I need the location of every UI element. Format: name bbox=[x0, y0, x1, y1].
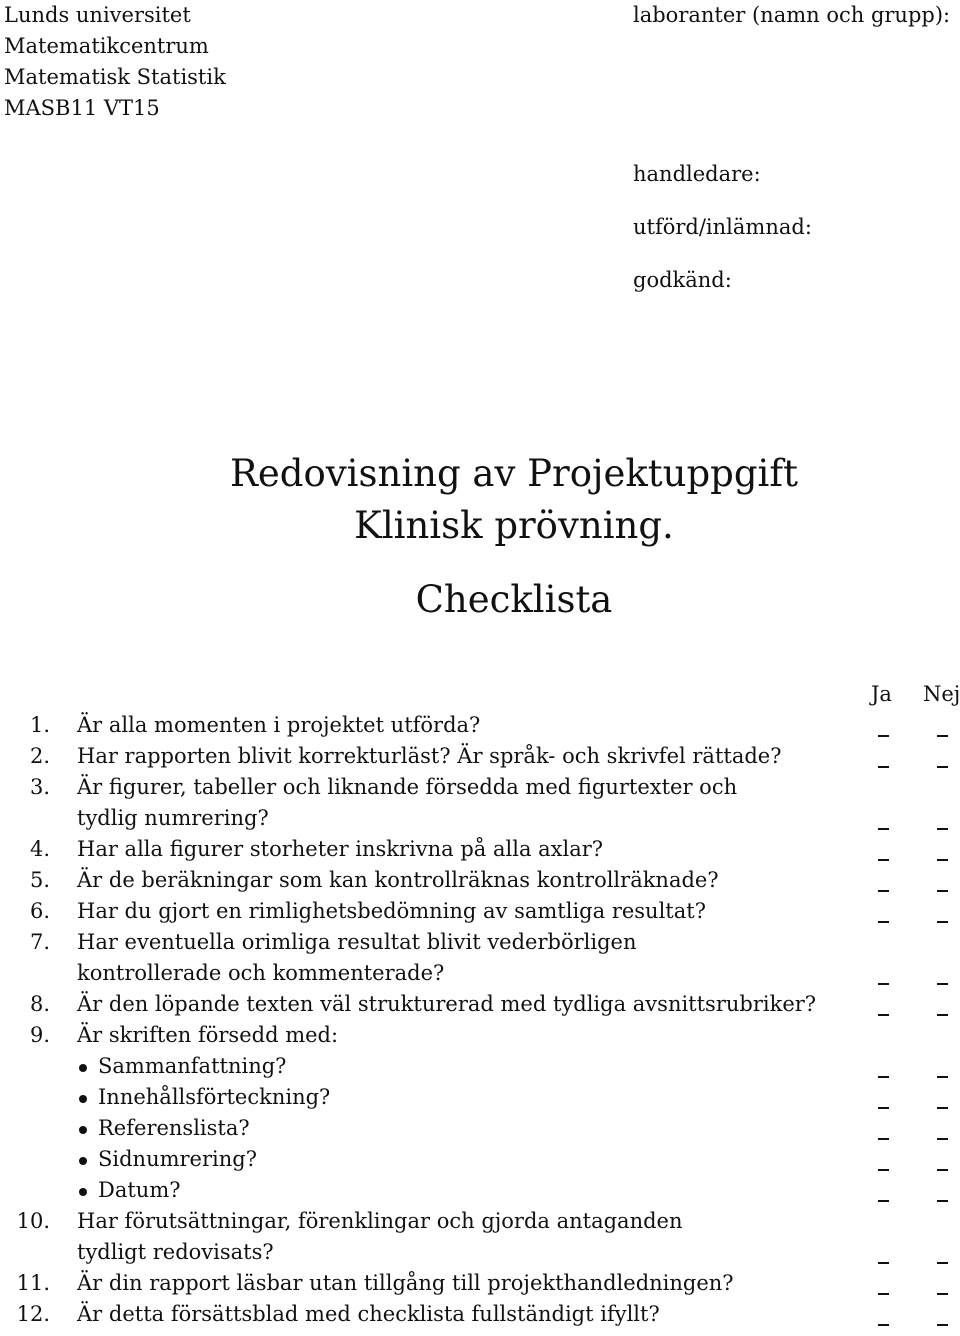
item-number: 6. bbox=[29, 899, 50, 923]
item-text: Har förutsättningar, förenklingar och gjorda antaganden bbox=[77, 1209, 683, 1233]
item-text: tydlig numrering? bbox=[77, 806, 269, 830]
no-blank[interactable] bbox=[937, 859, 948, 861]
no-blank[interactable] bbox=[937, 1293, 948, 1295]
item-number: 1. bbox=[29, 713, 50, 737]
bullet-icon bbox=[79, 1126, 87, 1134]
item-text: Har eventuella orimliga resultat blivit vederbörligen bbox=[77, 930, 637, 954]
column-no-heading: Nej bbox=[923, 682, 960, 706]
yes-blank[interactable] bbox=[878, 1138, 889, 1140]
item-text: Är detta försättsblad med checklista fullständigt ifyllt? bbox=[77, 1302, 660, 1326]
checklist-item bbox=[0, 1206, 960, 1237]
item-text: tydligt redovisats? bbox=[77, 1240, 274, 1264]
no-blank[interactable] bbox=[937, 1138, 948, 1140]
item-text: Är din rapport läsbar utan tillgång till projekthandledningen? bbox=[77, 1271, 734, 1295]
checklist-item bbox=[0, 865, 960, 896]
item-number: 10. bbox=[16, 1209, 50, 1233]
institution-line: Matematikcentrum bbox=[4, 34, 209, 58]
bullet-icon bbox=[79, 1064, 87, 1072]
yes-blank[interactable] bbox=[878, 1076, 889, 1078]
bullet-item bbox=[0, 1051, 960, 1082]
item-number: 4. bbox=[29, 837, 50, 861]
item-number: 2. bbox=[29, 744, 50, 768]
item-number: 5. bbox=[29, 868, 50, 892]
checklist-item bbox=[0, 710, 960, 741]
item-text: Är skriften försedd med: bbox=[77, 1023, 339, 1047]
item-number: 7. bbox=[29, 930, 50, 954]
supervisor-label: handledare: bbox=[633, 162, 761, 186]
yes-blank[interactable] bbox=[878, 1200, 889, 1202]
item-number: 12. bbox=[16, 1302, 50, 1326]
bullet-text: Referenslista? bbox=[98, 1116, 250, 1140]
bullet-item bbox=[0, 1082, 960, 1113]
column-yes-heading: Ja bbox=[871, 682, 892, 706]
yes-blank[interactable] bbox=[878, 890, 889, 892]
bullet-text: Innehållsförteckning? bbox=[98, 1085, 331, 1109]
yes-blank[interactable] bbox=[878, 1169, 889, 1171]
bullet-text: Datum? bbox=[98, 1178, 181, 1202]
item-text: kontrollerade och kommenterade? bbox=[77, 961, 445, 985]
item-text: Har du gjort en rimlighetsbedömning av samtliga resultat? bbox=[77, 899, 706, 923]
no-blank[interactable] bbox=[937, 1262, 948, 1264]
section-heading: Checklista bbox=[415, 578, 613, 621]
bullet-item bbox=[0, 1144, 960, 1175]
bullet-icon bbox=[79, 1157, 87, 1165]
checklist-item bbox=[0, 772, 960, 803]
bullet-text: Sidnumrering? bbox=[98, 1147, 257, 1171]
bullet-icon bbox=[79, 1095, 87, 1103]
checklist-item bbox=[0, 896, 960, 927]
no-blank[interactable] bbox=[937, 921, 948, 923]
item-number: 9. bbox=[29, 1023, 50, 1047]
no-blank[interactable] bbox=[937, 1107, 948, 1109]
institution-line: Lunds universitet bbox=[4, 3, 191, 27]
no-blank[interactable] bbox=[937, 1200, 948, 1202]
checklist-item-continuation bbox=[0, 1237, 960, 1268]
yes-blank[interactable] bbox=[878, 859, 889, 861]
yes-blank[interactable] bbox=[878, 1262, 889, 1264]
checklist-item bbox=[0, 989, 960, 1020]
lab-members-label: laboranter (namn och grupp): bbox=[633, 3, 951, 27]
course-code: MASB11 VT15 bbox=[4, 96, 160, 120]
no-blank[interactable] bbox=[937, 1076, 948, 1078]
institution-line: Matematisk Statistik bbox=[4, 65, 226, 89]
yes-blank[interactable] bbox=[878, 1324, 889, 1326]
item-text: Är figurer, tabeller och liknande försedda med figurtexter och bbox=[77, 775, 738, 799]
item-text: Är alla momenten i projektet utförda? bbox=[77, 713, 481, 737]
bullet-icon bbox=[79, 1188, 87, 1196]
document-title: Redovisning av Projektuppgift bbox=[230, 452, 798, 495]
no-blank[interactable] bbox=[937, 1169, 948, 1171]
item-text: Är den löpande texten väl strukturerad med tydliga avsnittsrubriker? bbox=[77, 992, 817, 1016]
checklist-item-continuation bbox=[0, 803, 960, 834]
item-number: 11. bbox=[16, 1271, 50, 1295]
checklist-item-continuation bbox=[0, 958, 960, 989]
yes-blank[interactable] bbox=[878, 1014, 889, 1016]
checklist-item bbox=[0, 927, 960, 958]
yes-blank[interactable] bbox=[878, 735, 889, 737]
yes-blank[interactable] bbox=[878, 921, 889, 923]
yes-blank[interactable] bbox=[878, 766, 889, 768]
institution-block bbox=[4, 0, 226, 124]
no-blank[interactable] bbox=[937, 735, 948, 737]
bullet-item bbox=[0, 1175, 960, 1206]
bullet-text: Sammanfattning? bbox=[98, 1054, 287, 1078]
checklist-item bbox=[0, 1020, 960, 1051]
yes-blank[interactable] bbox=[878, 828, 889, 830]
document-subtitle: Klinisk prövning. bbox=[354, 504, 674, 547]
yes-blank[interactable] bbox=[878, 1107, 889, 1109]
item-text: Är de beräkningar som kan kontrollräknas kontrollräknade? bbox=[77, 868, 719, 892]
checklist-item bbox=[0, 1268, 960, 1299]
bullet-item bbox=[0, 1113, 960, 1144]
no-blank[interactable] bbox=[937, 890, 948, 892]
yes-blank[interactable] bbox=[878, 1293, 889, 1295]
no-blank[interactable] bbox=[937, 983, 948, 985]
no-blank[interactable] bbox=[937, 828, 948, 830]
checklist-item bbox=[0, 834, 960, 865]
no-blank[interactable] bbox=[937, 766, 948, 768]
no-blank[interactable] bbox=[937, 1014, 948, 1016]
checklist-item bbox=[0, 1299, 960, 1330]
no-blank[interactable] bbox=[937, 1324, 948, 1326]
item-text: Har rapporten blivit korrekturläst? Är språk- och skrivfel rättade? bbox=[77, 744, 782, 768]
item-number: 8. bbox=[29, 992, 50, 1016]
checklist-item bbox=[0, 741, 960, 772]
approved-label: godkänd: bbox=[633, 268, 732, 292]
item-text: Har alla figurer storheter inskrivna på alla axlar? bbox=[77, 837, 604, 861]
yes-blank[interactable] bbox=[878, 983, 889, 985]
item-number: 3. bbox=[29, 775, 50, 799]
submitted-label: utförd/inlämnad: bbox=[633, 215, 812, 239]
